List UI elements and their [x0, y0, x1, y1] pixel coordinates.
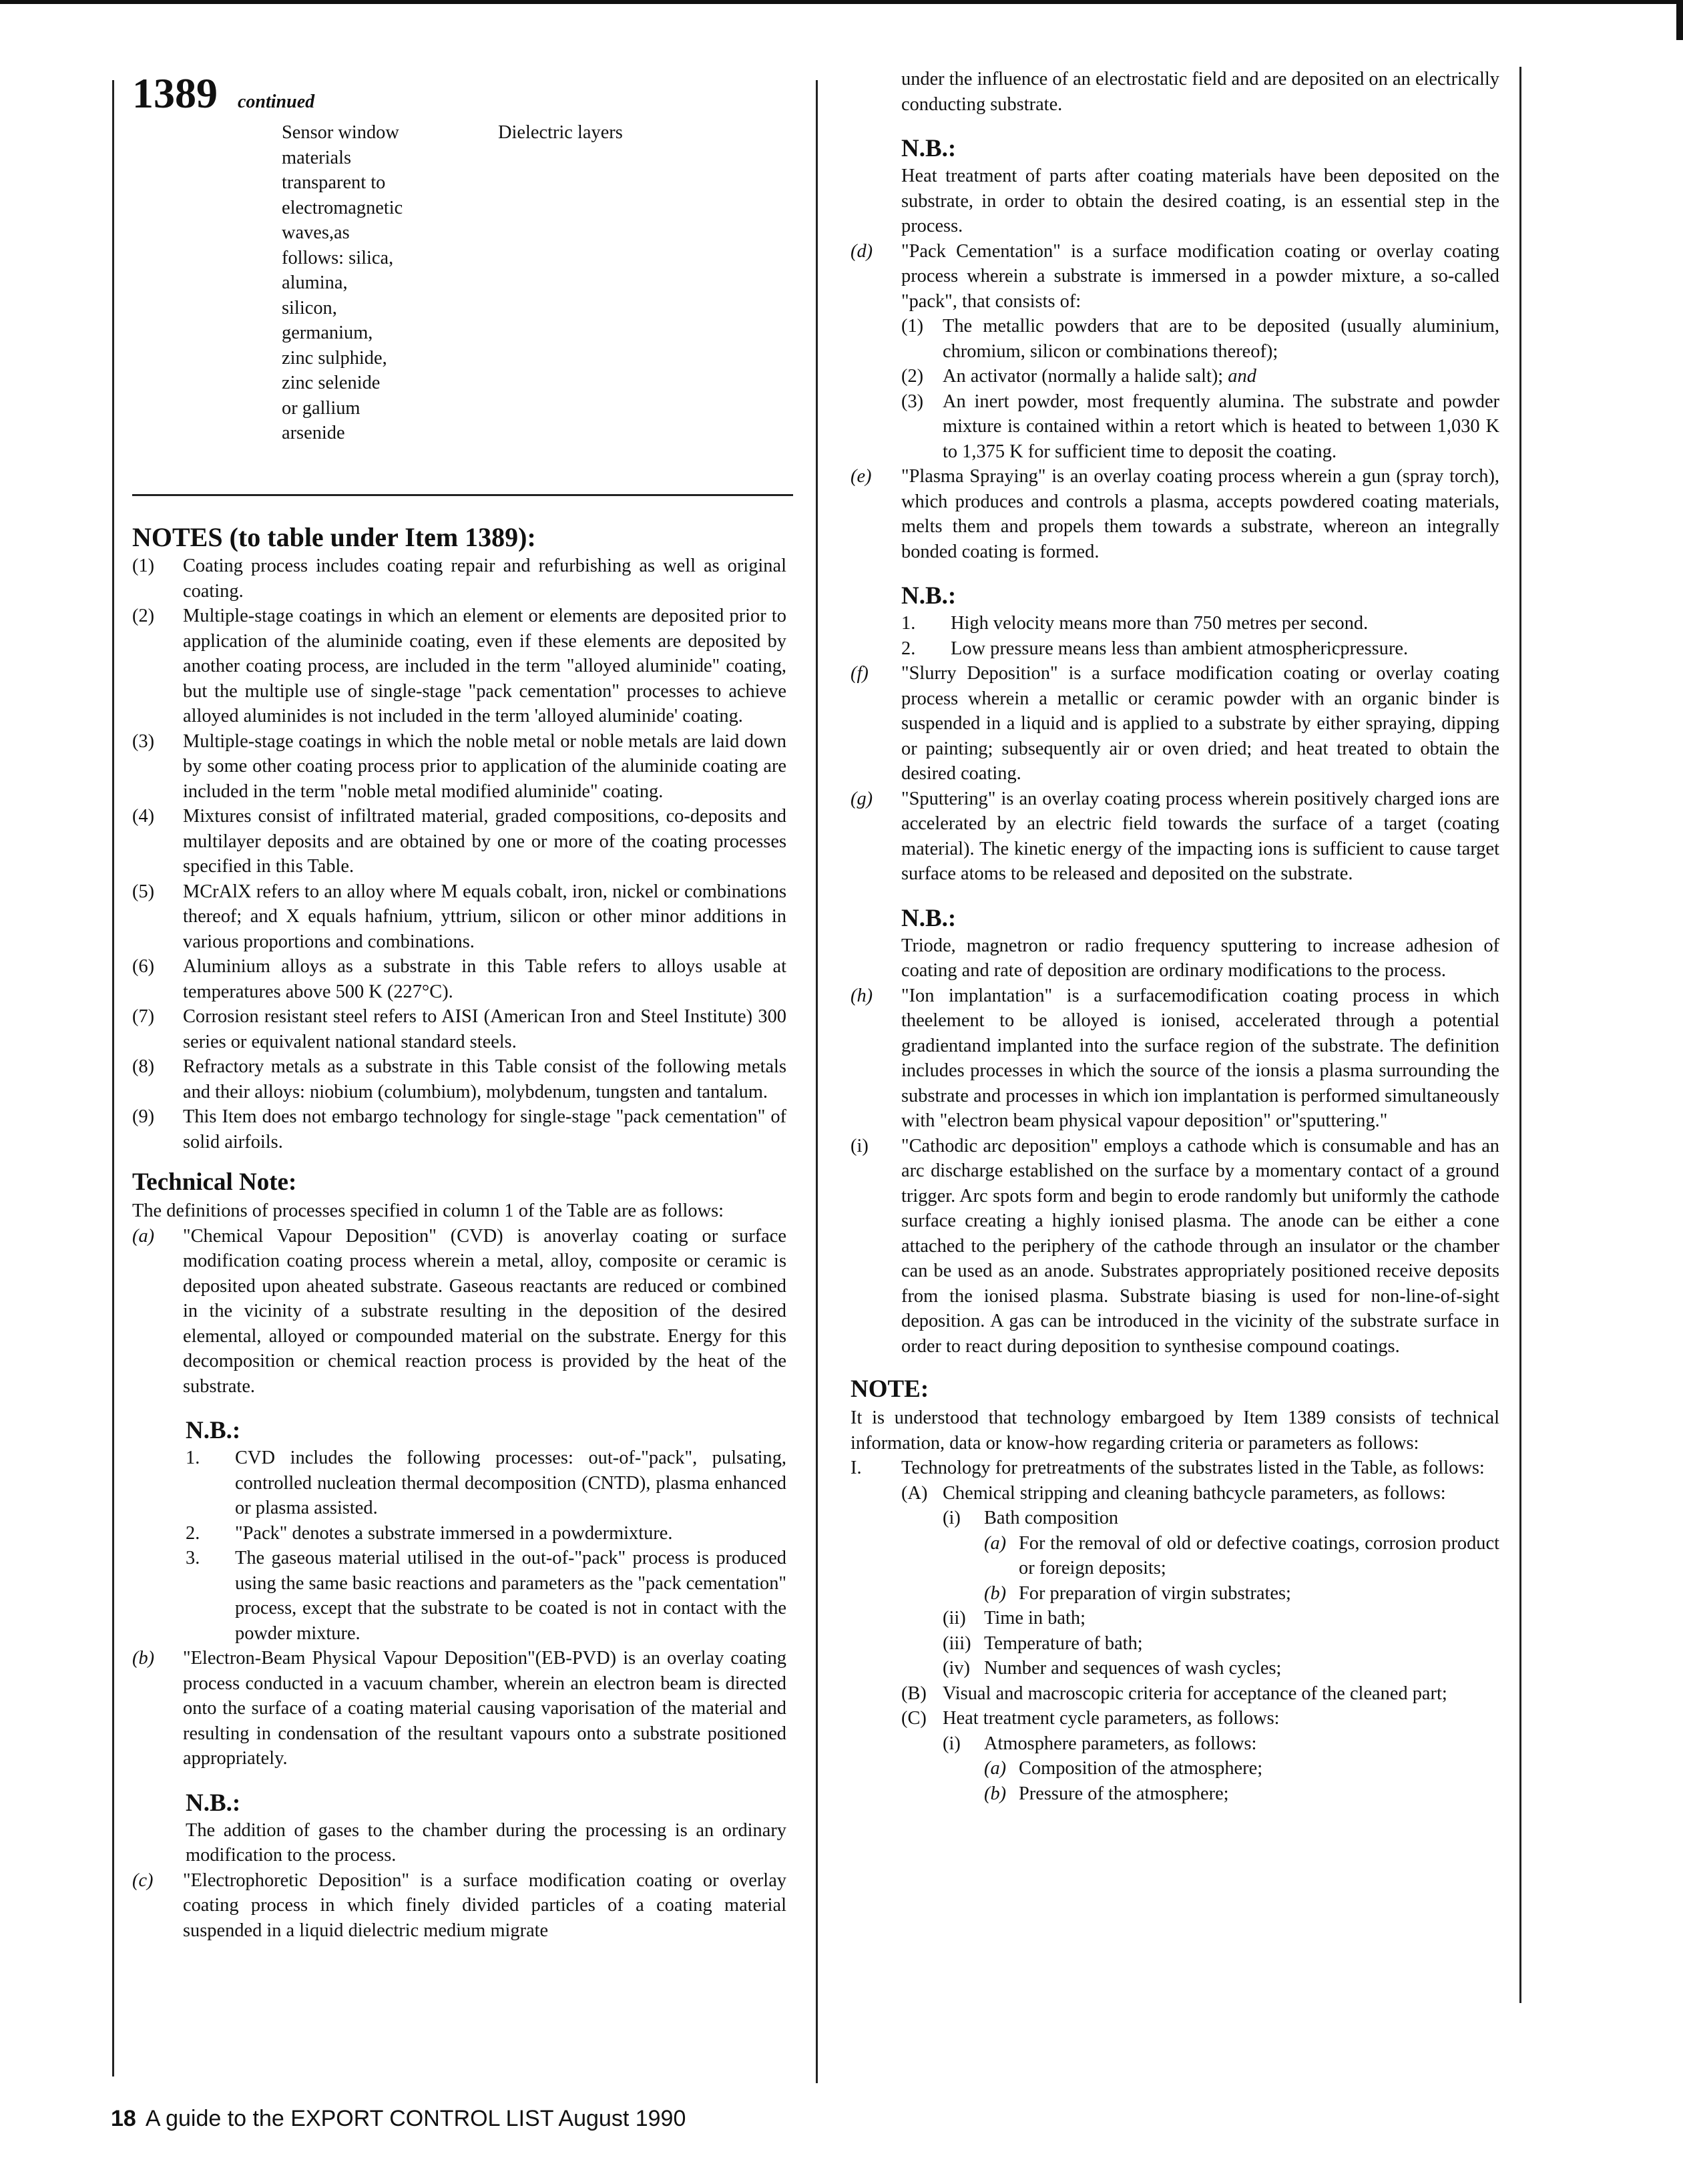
- column-divider: [816, 80, 818, 2083]
- list-item: (b) "Electron-Beam Physical Vapour Deposition"(EB-PVD) is an overlay coating process conducted in a vacuum chamber, wherein an electron beam is directed onto the surface of a coating material causing vaporisation of the material and resulting in condensation of the resultant vapours onto a substrate positioned appropriately.: [132, 1648, 786, 1769]
- list-item: (b) Pressure of the atmosphere;: [984, 1783, 1229, 1804]
- technical-note-heading: Technical Note:: [132, 1168, 297, 1196]
- list-item: (h) "Ion implantation" is a surfacemodification coating process in which theelement to be alloyed is ionised, accelerated through a potential gradientand implanted into the surface region of the substrate. The definition includes processes in which the source of the ionsis a plasma surrounding the substrate and processes in which ion implantation is performed simultaneously with "electron beam physical vapour deposition" or"sputtering.": [851, 985, 1499, 1131]
- list-item: (1) The metallic powders that are to be deposited (usually aluminium, chromium, silicon or combinations thereof);: [901, 316, 1499, 362]
- list-item: (e) "Plasma Spraying" is an overlay coating process wherein a gun (spray torch), which produces and controls a plasma, accepts powdered coating materials, melts them and propels them towards a substrate, whereon an integrally bonded coating is formed.: [851, 466, 1499, 562]
- table-line: electromagnetic: [282, 197, 403, 218]
- table-line: zinc selenide: [282, 373, 381, 393]
- notes-list: [132, 554, 786, 1154]
- list-item: I. Technology for pretreatments of the substrates listed in the Table, as follows: (A) Chemical stripping and cleaning bathcycle parameters, as follows: (i) Bath composition (a) For the removal of old or defective coatings, corrosion product or foreign deposits; (b) For preparation of virgin substrates; (ii) Time in bath; (iii) Temperature of bath; (iv) Number and sequences of wash cycles; (B) Visual and macroscopic criteria for acceptance of the cleaned part; (C) Heat treatment cycle parameters, as follows: (i) Atmosphere parameters, as follows: (a) Composition of the atmosphere; (b) Pressure of the atmosphere;: [851, 1456, 1499, 1806]
- footer-title: A guide to the EXPORT CONTROL LIST August 1990: [145, 2106, 686, 2131]
- list-item: 1. CVD includes the following processes: out-of-"pack", pulsating, controlled nucleation thermal decomposition (CNTD), plasma enhanced or plasma assisted.: [186, 1448, 786, 1518]
- list-item: (iv) Number and sequences of wash cycles;: [943, 1658, 1282, 1679]
- list-item: (a) "Chemical Vapour Deposition" (CVD) is anoverlay coating or surface modification coating process wherein a metal, alloy, composite or ceramic is deposited upon aheated substrate. Gaseous reactants are reduced or combined in the vicinity of a substrate resulting in the deposition of the desired elemental, alloyed or compounded material on the substrate. Energy for this decomposition or chemical reaction process is provided by the heat of the substrate.: [132, 1225, 786, 1397]
- list-item: (4) Mixtures consist of infiltrated material, graded compositions, co-deposits and multilayer deposits and are obtained by one or more of the coating processes specified in this Table.: [132, 806, 786, 877]
- note-heading: NOTE:: [851, 1375, 929, 1403]
- list-item: (B) Visual and macroscopic criteria for acceptance of the cleaned part;: [901, 1683, 1447, 1704]
- table-line: silicon,: [282, 297, 337, 318]
- list-item: (i) "Cathodic arc deposition" employs a cathode which is consumable and has an arc discharge established on the surface by a momentary contact of a ground trigger. Arc spots form and begin to erode randomly but uniformly the cathode surface creating a highly ionised plasma. The anode can be either a cone attached to the periphery of the cathode through an insulator or the chamber can be used as an anode. Substrates appropriately positioned receive deposits from the ionised plasma. Substrate biasing is used for non-line-of-sight deposition. A gas can be introduced in the vicinity of the substrate surface in order to react during deposition to synthesise compound coatings.: [851, 1135, 1499, 1357]
- item-header: [132, 67, 786, 120]
- list-item: (6) Aluminium alloys as a substrate in this Table refers to alloys usable at temperatures above 500 K (227°C).: [132, 956, 786, 1002]
- list-item: (2) An activator (normally a halide salt); and: [901, 366, 1256, 387]
- list-item: 2. Low pressure means less than ambient atmosphericpressure.: [901, 638, 1409, 659]
- page-footer: [111, 2106, 686, 2132]
- nb-text: The addition of gases to the chamber during the processing is an ordinary modification to the process.: [186, 1819, 786, 1866]
- table-line: or gallium: [282, 397, 360, 419]
- nb-text: Triode, magnetron or radio frequency sputtering to increase adhesion of coating and rate of deposition are ordinary modifications to the process.: [901, 935, 1499, 981]
- table-col2: Dielectric layers: [498, 122, 623, 143]
- page-number: 18: [111, 2106, 136, 2131]
- nb-block-g: [851, 905, 1499, 984]
- table-line: Sensor window: [282, 122, 399, 143]
- table-line: alumina,: [282, 272, 348, 293]
- table-line: waves,as: [282, 222, 350, 243]
- list-item: (i) Bath composition (a) For the removal of old or defective coatings, corrosion product or foreign deposits; (b) For preparation of virgin substrates;: [943, 1506, 1499, 1606]
- top-border: [0, 0, 1683, 4]
- list-item: 1. High velocity means more than 750 metres per second.: [901, 613, 1369, 634]
- process-list-a: [132, 1224, 786, 1399]
- nb-heading: N.B.:: [901, 135, 957, 162]
- table-line: materials: [282, 147, 352, 168]
- right-margin-rule: [1519, 67, 1521, 2003]
- nb-block-a: [186, 1417, 786, 1646]
- technical-note-intro: The definitions of processes specified in column 1 of the Table are as follows:: [132, 1200, 724, 1221]
- process-list-c: [132, 1868, 786, 1944]
- list-item: (C) Heat treatment cycle parameters, as follows: (i) Atmosphere parameters, as follows: (a) Composition of the atmosphere; (b) Pressure of the atmosphere;: [901, 1706, 1499, 1806]
- table-line: transparent to: [282, 172, 386, 193]
- list-item: (a) For the removal of old or defective coatings, corrosion product or foreign deposits;: [984, 1532, 1499, 1578]
- list-item: (3) An inert powder, most frequently alumina. The substrate and powder mixture is contained within a retort which is heated to between 1,030 K to 1,375 K for sufficient time to deposit the coating.: [901, 391, 1499, 462]
- nb-heading: N.B.:: [186, 1789, 241, 1817]
- nb-text: Heat treatment of parts after coating materials have been deposited on the substrate, in order to obtain the desired coating, is an essential step in the process.: [901, 166, 1499, 236]
- list-item: (i) Atmosphere parameters, as follows: (a) Composition of the atmosphere; (b) Pressure of the atmosphere;: [943, 1731, 1499, 1807]
- nb-heading: N.B.:: [901, 582, 957, 610]
- process-list-b: [132, 1646, 786, 1771]
- list-item: (9) This Item does not embargo technology for single-stage "pack cementation" of solid airfoils.: [132, 1106, 786, 1152]
- list-item: (A) Chemical stripping and cleaning bathcycle parameters, as follows: (i) Bath composition (a) For the removal of old or defective coatings, corrosion product or foreign deposits; (b) For preparation of virgin substrates; (ii) Time in bath; (iii) Temperature of bath; (iv) Number and sequences of wash cycles;: [901, 1481, 1499, 1681]
- table-line: arsenide: [282, 423, 345, 443]
- top-right-corner: [1676, 0, 1683, 40]
- list-item: (g) "Sputtering" is an overlay coating process wherein positively charged ions are accelerated by an electric field towards the surface of a target (coating material). The kinetic energy of the impacting ions is sufficient to cause target surface atoms to be released and deposited on the substrate.: [851, 788, 1499, 884]
- list-item: (a) Composition of the atmosphere;: [984, 1758, 1263, 1779]
- nb-block-c: [851, 136, 1499, 239]
- table-line: zinc sulphide,: [282, 347, 387, 369]
- left-column: [132, 67, 786, 2070]
- nb-heading: N.B.:: [901, 904, 957, 932]
- nb-block-e: [851, 583, 1499, 661]
- list-item: (c) "Electrophoretic Deposition" is a surface modification coating or overlay coating process in which finely divided particles of a coating material suspended in a liquid dielectric medium migrate: [132, 1870, 786, 1941]
- list-item: (f) "Slurry Deposition" is a surface modification coating or overlay coating process wherein a metallic or ceramic powder with an organic binder is suspended in a liquid and is applied to a substrate by either spraying, dipping or painting; subsequently air or oven dried; and heat treated to obtain the desired coating.: [851, 663, 1499, 784]
- nb-heading: N.B.:: [186, 1417, 241, 1444]
- left-margin-rule: [112, 80, 114, 2077]
- list-item: (3) Multiple-stage coatings in which the noble metal or noble metals are laid down by some other coating process prior to application of the aluminide coating are included in the term "noble metal modified aluminide" coating.: [132, 730, 786, 802]
- list-item: (7) Corrosion resistant steel refers to AISI (American Iron and Steel Institute) 300 series or equivalent national standard steels.: [132, 1006, 786, 1052]
- continued-label: continued: [238, 91, 315, 112]
- process-list-h-i: [851, 984, 1499, 1359]
- list-item: (8) Refractory metals as a substrate in this Table consist of the following metals and their alloys: niobium (columbium), molybdenum, tungsten and tantalum.: [132, 1056, 786, 1102]
- table-line: follows: silica,: [282, 247, 394, 268]
- list-item: (2) Multiple-stage coatings in which an element or elements are deposited prior to application of the aluminide coating, even if these elements are deposited by another coating process, are included in the term "alloyed aluminide" coating, but the multiple use of single-stage "pack cementation" processes to achieve alloyed aluminides is not included in the term 'alloyed aluminide' coating.: [132, 606, 786, 726]
- list-item: (1) Coating process includes coating repair and refurbishing as well as original coating.: [132, 556, 786, 602]
- list-item: (5) MCrAlX refers to an alloy where M equals cobalt, iron, nickel or combinations thereof; and X equals hafnium, yttrium, silicon or other minor additions in various proportions and combinations.: [132, 881, 786, 952]
- notes-heading: NOTES (to table under Item 1389):: [132, 522, 536, 552]
- list-item: (b) For preparation of virgin substrates;: [984, 1582, 1291, 1604]
- note-list: [851, 1456, 1499, 1806]
- process-list-d: [851, 239, 1499, 565]
- list-item: (ii) Time in bath;: [943, 1608, 1086, 1628]
- list-item: (d) "Pack Cementation" is a surface modification coating or overlay coating process wherein a substrate is immersed in a powder mixture, a so-called "pack", that consists of: (1) The metallic powders that are to be deposited (usually aluminium, chromium, silicon or combinations thereof); (2) An activator (normally a halide salt); and (3) An inert powder, most frequently alumina. The substrate and powder mixture is contained within a retort which is heated to between 1,030 K to 1,375 K for sufficient time to deposit the coating.: [851, 239, 1499, 465]
- list-item: 3. The gaseous material utilised in the out-of-"pack" process is produced using the same basic reactions and parameters as the "pack cementation" process, except that the substrate to be coated is not in contact with the powder mixture.: [186, 1548, 786, 1644]
- process-c-continued: under the influence of an electrostatic field and are deposited on an electrically conducting substrate.: [901, 69, 1499, 115]
- process-list-f-g: [851, 661, 1499, 887]
- table-line: germanium,: [282, 322, 373, 343]
- list-item: (iii) Temperature of bath;: [943, 1632, 1143, 1654]
- list-item: 2. "Pack" denotes a substrate immersed in a powdermixture.: [186, 1522, 673, 1544]
- note-intro: It is understood that technology embargoed by Item 1389 consists of technical information, data or know-how regarding criteria or parameters as follows:: [851, 1407, 1499, 1454]
- item-number: 1389: [132, 69, 218, 117]
- nb-block-b: [186, 1790, 786, 1868]
- table-col1: [282, 120, 455, 446]
- right-column: [851, 67, 1499, 2070]
- item-table: [132, 120, 793, 496]
